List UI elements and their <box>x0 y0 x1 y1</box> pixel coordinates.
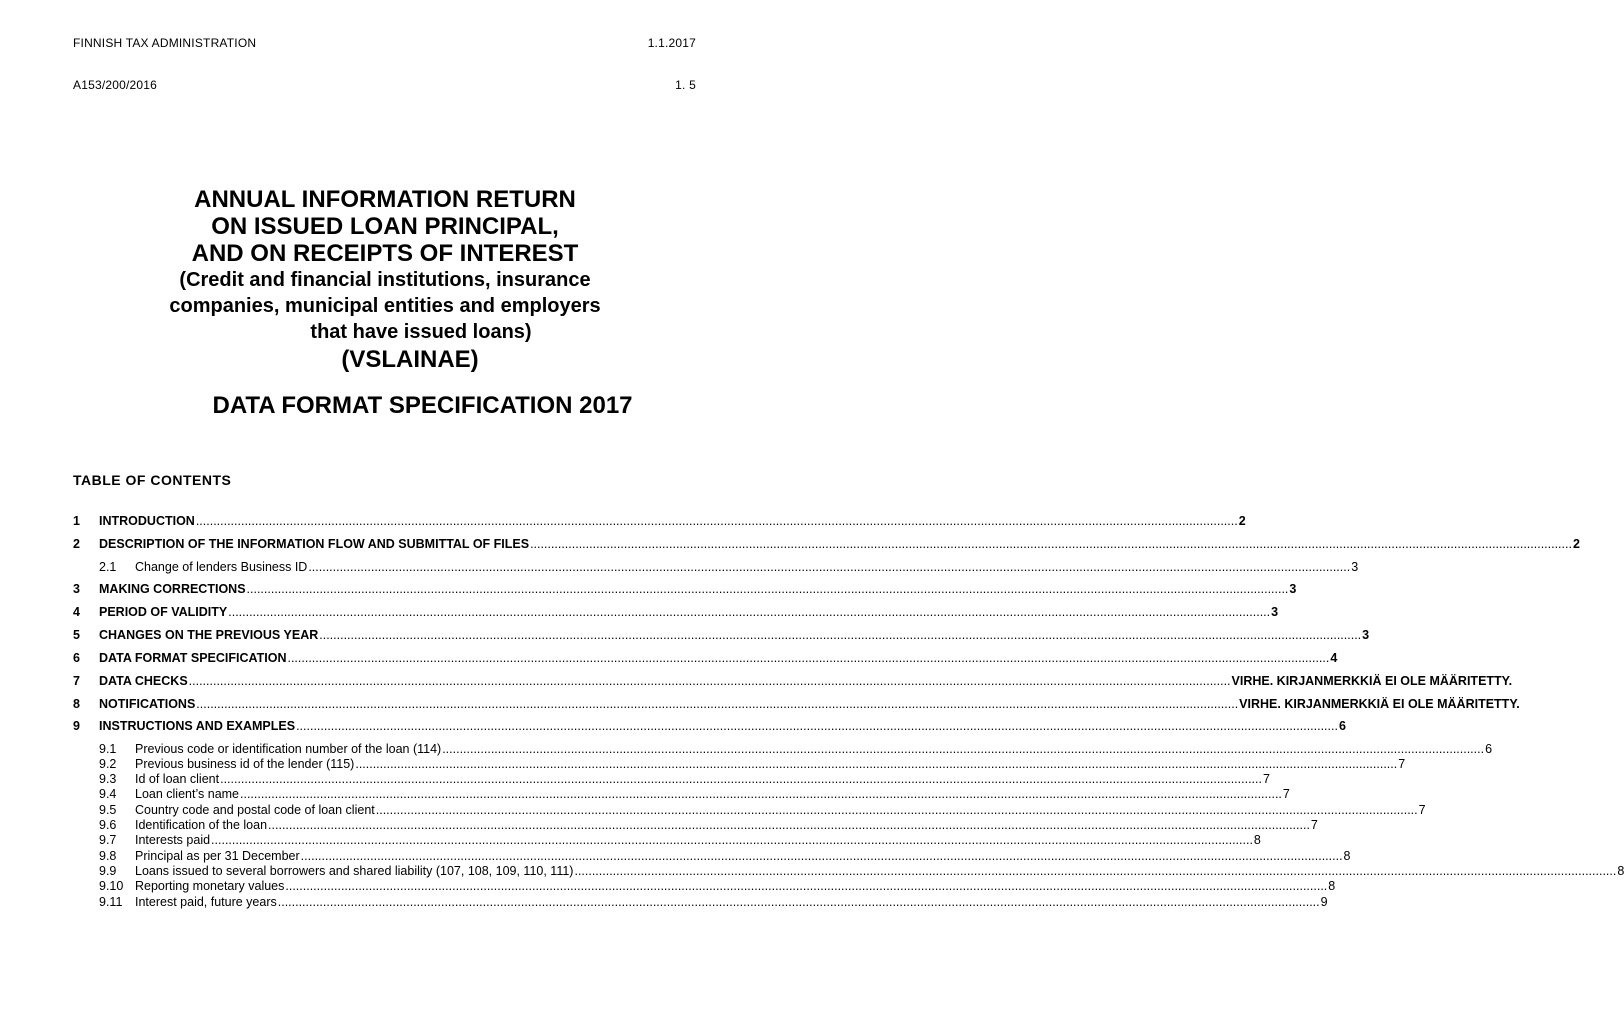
toc-entry-number: 9.3 <box>99 772 117 786</box>
toc-leader-dots: ............................................................................................................................................................................................................................................................................................................ <box>195 514 1238 528</box>
toc-entry-title: Loans issued to several borrowers and shared liability (107, 108, 109, 110, 111) <box>135 864 574 878</box>
toc-entry-title: DATA CHECKS <box>99 674 188 688</box>
toc-entry-number: 4 <box>73 605 80 619</box>
toc-leader-dots: ............................................................................................................................................................................................................................................................................................................ <box>296 719 1338 733</box>
toc-entry[interactable] <box>73 803 1426 819</box>
title-line-1: ANNUAL INFORMATION RETURN <box>194 186 576 213</box>
toc-entry-title: Identification of the loan <box>135 818 268 832</box>
toc-entry[interactable] <box>73 651 1338 671</box>
toc-entry-page: 8 <box>1343 849 1351 863</box>
toc-entry-number: 9.6 <box>99 818 117 832</box>
subtitle-line-1: (Credit and financial institutions, insurance <box>179 269 591 291</box>
toc-entry[interactable] <box>73 757 1406 773</box>
toc-entry-title: DESCRIPTION OF THE INFORMATION FLOW AND SUBMITTAL OF FILES <box>99 537 530 551</box>
toc-leader-dots: ............................................................................................................................................................................................................................................................................................................ <box>240 787 1282 801</box>
toc-entry-title: INSTRUCTIONS AND EXAMPLES <box>99 719 296 733</box>
toc-entry-page: 7 <box>1282 787 1290 801</box>
toc-entry-number: 9.9 <box>99 864 117 878</box>
toc-entry-title: Change of lenders Business ID <box>135 560 308 574</box>
title-line-2: ON ISSUED LOAN PRINCIPAL, <box>211 213 559 240</box>
toc-entry-page: 7 <box>1262 772 1270 786</box>
toc-entry-page: 8 <box>1617 864 1624 878</box>
toc-entry-number: 7 <box>73 674 80 688</box>
toc-entry-title: CHANGES ON THE PREVIOUS YEAR <box>99 628 319 642</box>
toc-entry-number: 9.1 <box>99 742 117 756</box>
toc-entry-title: Country code and postal code of loan client <box>135 803 375 817</box>
toc-entry-page: 6 <box>1485 742 1493 756</box>
toc-entry[interactable] <box>73 514 1246 534</box>
toc-entry-number: 9.7 <box>99 833 117 847</box>
toc-entry[interactable] <box>73 772 1270 788</box>
toc-entry-number: 3 <box>73 582 80 596</box>
toc-entry[interactable] <box>73 560 1359 576</box>
toc-entry[interactable] <box>73 864 1624 880</box>
toc-entry-title: Interests paid <box>135 833 211 847</box>
header-date: 1.1.2017 <box>647 36 696 50</box>
toc-entry-title: Principal as per 31 December <box>135 849 300 863</box>
subtitle-line-3: that have issued loans) <box>310 321 532 343</box>
toc-entry-page: 7 <box>1418 803 1426 817</box>
toc-leader-dots: ............................................................................................................................................................................................................................................................................................................ <box>319 628 1362 642</box>
toc-entry-number: 5 <box>73 628 80 642</box>
toc-leader-dots: ............................................................................................................................................................................................................................................................................................................ <box>228 605 1271 619</box>
toc-entry[interactable] <box>73 742 1493 758</box>
toc-entry-title: Interest paid, future years <box>135 895 277 909</box>
toc-entry[interactable] <box>73 787 1290 803</box>
toc-entry-title: Previous business id of the lender (115) <box>135 757 355 771</box>
toc-leader-dots: ............................................................................................................................................................................................................................................................................................................ <box>285 879 1328 893</box>
toc-entry-page: 9 <box>1320 895 1328 909</box>
toc-entry-page: 4 <box>1330 651 1338 665</box>
toc-entry-number: 9.11 <box>99 895 123 909</box>
toc-entry-number: 9.4 <box>99 787 117 801</box>
toc-entry-number: 8 <box>73 697 80 711</box>
toc-leader-dots: ............................................................................................................................................................................................................................................................................................................ <box>308 560 1351 574</box>
toc-entry-number: 9.2 <box>99 757 117 771</box>
toc-entry-title: INTRODUCTION <box>99 514 195 528</box>
toc-entry[interactable] <box>73 818 1318 834</box>
toc-entry-page: 3 <box>1271 605 1279 619</box>
form-code: (VSLAINAE) <box>341 346 479 373</box>
toc-entry-number: 2 <box>73 537 80 551</box>
toc-leader-dots: ............................................................................................................................................................................................................................................................................................................ <box>355 757 1398 771</box>
toc-leader-dots: ............................................................................................................................................................................................................................................................................................................ <box>530 537 1572 551</box>
toc-entry-page: 2 <box>1572 537 1580 551</box>
toc-leader-dots: ............................................................................................................................................................................................................................................................................................................ <box>375 803 1418 817</box>
toc-entry[interactable] <box>73 628 1370 648</box>
toc-entry[interactable] <box>73 537 1580 557</box>
toc-leader-dots: ............................................................................................................................................................................................................................................................................................................ <box>196 697 1239 711</box>
toc-leader-dots: ............................................................................................................................................................................................................................................................................................................ <box>188 674 1231 688</box>
toc-entry-title: Reporting monetary values <box>135 879 285 893</box>
toc-leader-dots: ............................................................................................................................................................................................................................................................................................................ <box>287 651 1330 665</box>
toc-entry-number: 1 <box>73 514 80 528</box>
toc-entry-title: DATA FORMAT SPECIFICATION <box>99 651 287 665</box>
toc-entry-number: 6 <box>73 651 80 665</box>
toc-entry-number: 9.5 <box>99 803 117 817</box>
subtitle-line-2: companies, municipal entities and employers <box>169 295 601 317</box>
toc-entry-number: 9 <box>73 719 80 733</box>
toc-entry-title: NOTIFICATIONS <box>99 697 196 711</box>
toc-entry-page: VIRHE. KIRJANMERKKIÄ EI OLE MÄÄRITETTY. <box>1239 697 1520 711</box>
toc-entry[interactable] <box>73 719 1346 739</box>
toc-entry[interactable] <box>73 674 1513 694</box>
header-organization: FINNISH TAX ADMINISTRATION <box>73 36 257 50</box>
toc-entry[interactable] <box>73 582 1297 602</box>
toc-entry-title: Previous code or identification number of the loan (114) <box>135 742 442 756</box>
toc-entry[interactable] <box>73 879 1336 895</box>
toc-entry-page: 6 <box>1338 719 1346 733</box>
title-line-3: AND ON RECEIPTS OF INTEREST <box>191 240 579 267</box>
toc-entry-page: 7 <box>1398 757 1406 771</box>
toc-leader-dots: ............................................................................................................................................................................................................................................................................................................ <box>220 772 1262 786</box>
toc-entry-page: 3 <box>1289 582 1297 596</box>
toc-entry[interactable] <box>73 605 1279 625</box>
document-code: A153/200/2016 <box>73 78 158 92</box>
toc-entry-title: PERIOD OF VALIDITY <box>99 605 228 619</box>
toc-entry-title: MAKING CORRECTIONS <box>99 582 246 596</box>
toc-entry-number: 9.10 <box>99 879 124 893</box>
toc-entry-page: 3 <box>1351 560 1359 574</box>
toc-entry[interactable] <box>73 849 1351 865</box>
toc-entry-page: 3 <box>1362 628 1370 642</box>
toc-entry-number: 2.1 <box>99 560 117 574</box>
toc-leader-dots: ............................................................................................................................................................................................................................................................................................................ <box>211 833 1253 847</box>
toc-leader-dots: ............................................................................................................................................................................................................................................................................................................ <box>246 582 1289 596</box>
page-number: 1. 5 <box>675 78 696 92</box>
spec-title: DATA FORMAT SPECIFICATION 2017 <box>212 392 633 419</box>
toc-entry-page: 8 <box>1328 879 1336 893</box>
toc-leader-dots: ............................................................................................................................................................................................................................................................................................................ <box>574 864 1617 878</box>
toc-entry-page: 2 <box>1238 514 1246 528</box>
toc-heading: TABLE OF CONTENTS <box>73 472 232 488</box>
toc-entry-page: 8 <box>1253 833 1261 847</box>
toc-entry[interactable] <box>73 833 1261 849</box>
toc-entry-page: VIRHE. KIRJANMERKKIÄ EI OLE MÄÄRITETTY. <box>1231 674 1513 688</box>
toc-leader-dots: ............................................................................................................................................................................................................................................................................................................ <box>268 818 1310 832</box>
toc-leader-dots: ............................................................................................................................................................................................................................................................................................................ <box>300 849 1343 863</box>
toc-entry[interactable] <box>73 697 1520 717</box>
toc-leader-dots: ............................................................................................................................................................................................................................................................................................................ <box>277 895 1320 909</box>
toc-entry-page: 7 <box>1310 818 1318 832</box>
toc-entry[interactable] <box>73 895 1328 911</box>
toc-entry-title: Loan client’s name <box>135 787 240 801</box>
toc-entry-title: Id of loan client <box>135 772 220 786</box>
toc-leader-dots: ............................................................................................................................................................................................................................................................................................................ <box>442 742 1485 756</box>
toc-entry-number: 9.8 <box>99 849 117 863</box>
